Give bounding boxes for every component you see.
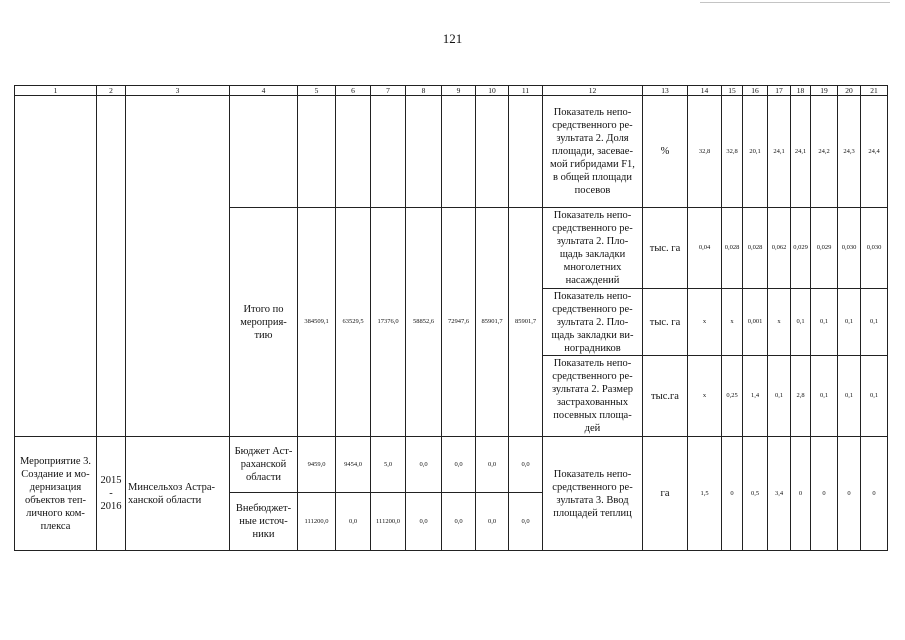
indicator-value: 24,1 xyxy=(791,96,811,208)
indicator-value: 32,8 xyxy=(688,96,722,208)
funding-source-label: Внебюджет- ные источ- ники xyxy=(230,493,298,551)
indicator-value: х xyxy=(768,289,791,356)
indicator-value: 0,04 xyxy=(688,208,722,289)
funding-value: 0,0 xyxy=(442,493,476,551)
total-value: 85901,7 xyxy=(509,208,543,437)
column-number-12: 12 xyxy=(543,86,643,96)
indicator-value: 0,1 xyxy=(791,289,811,356)
funding-value: 0,0 xyxy=(509,437,543,493)
indicator-unit: тыс.га xyxy=(643,356,688,437)
indicator-unit: % xyxy=(643,96,688,208)
indicator-value: 0,029 xyxy=(791,208,811,289)
indicator-value: 0,25 xyxy=(722,356,743,437)
funding-value: 0,0 xyxy=(336,493,371,551)
indicator-value: 24,1 xyxy=(768,96,791,208)
empty-cell xyxy=(442,96,476,208)
indicator-unit: тыс. га xyxy=(643,208,688,289)
indicator-name: Показатель непо- средственного ре- зультата 3. Ввод площадей теплиц xyxy=(543,437,643,551)
column-number-11: 11 xyxy=(509,86,543,96)
column-number-14: 14 xyxy=(688,86,722,96)
measure-executor: Минсельхоз Астра- ханской области xyxy=(126,437,230,551)
total-value: 63529,5 xyxy=(336,208,371,437)
indicator-name: Показатель непо- средственного ре- зультата 2. Размер застрахованных посевных площа- дей xyxy=(543,356,643,437)
funding-value: 0,0 xyxy=(442,437,476,493)
indicator-value: 2,8 xyxy=(791,356,811,437)
indicator-value: 0,062 xyxy=(768,208,791,289)
indicator-value: 0,1 xyxy=(838,289,861,356)
measure-period: 2015 - 2016 xyxy=(97,437,126,551)
indicator-value: 0,1 xyxy=(811,356,838,437)
total-value: 17376,0 xyxy=(371,208,406,437)
indicator-value: 0,1 xyxy=(861,289,888,356)
indicator-name: Показатель непо- средственного ре- зультата 2. Пло- щадь закладки многолетних насаждений xyxy=(543,208,643,289)
indicator-value: 0,1 xyxy=(811,289,838,356)
indicator-value: 1,5 xyxy=(688,437,722,551)
funding-value: 0,0 xyxy=(509,493,543,551)
indicator-value: х xyxy=(688,289,722,356)
empty-cell xyxy=(97,96,126,437)
indicator-value: 24,2 xyxy=(811,96,838,208)
empty-cell xyxy=(371,96,406,208)
empty-cell xyxy=(476,96,509,208)
indicator-name: Показатель непо- средственного ре- зультата 2. Пло- щадь закладки ви- ноградников xyxy=(543,289,643,356)
column-number-8: 8 xyxy=(406,86,442,96)
funding-value: 0,0 xyxy=(476,437,509,493)
empty-cell xyxy=(15,96,97,437)
column-number-2: 2 xyxy=(97,86,126,96)
funding-value: 0,0 xyxy=(406,437,442,493)
scan-edge-line xyxy=(700,2,890,3)
indicator-unit: га xyxy=(643,437,688,551)
empty-cell xyxy=(406,96,442,208)
indicator-value: 24,3 xyxy=(838,96,861,208)
total-value: 384509,1 xyxy=(298,208,336,437)
total-value: 72947,6 xyxy=(442,208,476,437)
column-number-9: 9 xyxy=(442,86,476,96)
column-number-6: 6 xyxy=(336,86,371,96)
column-number-5: 5 xyxy=(298,86,336,96)
column-number-15: 15 xyxy=(722,86,743,96)
funding-source-label: Бюджет Аст- раханской области xyxy=(230,437,298,493)
indicator-value: 0,1 xyxy=(861,356,888,437)
column-number-16: 16 xyxy=(743,86,768,96)
empty-cell xyxy=(509,96,543,208)
column-number-13: 13 xyxy=(643,86,688,96)
indicator-value: 0,030 xyxy=(861,208,888,289)
column-number-3: 3 xyxy=(126,86,230,96)
indicator-value: 0,028 xyxy=(743,208,768,289)
funding-value: 111200,0 xyxy=(371,493,406,551)
indicator-value: 0 xyxy=(722,437,743,551)
indicator-name: Показатель непо- средственного ре- зультата 2. Доля площади, засевае- мой гибридами F1, в общей площади посевов xyxy=(543,96,643,208)
column-number-1: 1 xyxy=(15,86,97,96)
indicator-value: 0,029 xyxy=(811,208,838,289)
funding-value: 9459,0 xyxy=(298,437,336,493)
measure-name: Мероприятие 3. Создание и мо- дернизация объектов теп- личного ком- плекса xyxy=(15,437,97,551)
funding-value: 9454,0 xyxy=(336,437,371,493)
indicator-value: 32,8 xyxy=(722,96,743,208)
indicator-value: 0,1 xyxy=(768,356,791,437)
column-number-18: 18 xyxy=(791,86,811,96)
indicator-value: 3,4 xyxy=(768,437,791,551)
indicator-value: 0,028 xyxy=(722,208,743,289)
column-number-10: 10 xyxy=(476,86,509,96)
column-number-4: 4 xyxy=(230,86,298,96)
indicator-value: х xyxy=(688,356,722,437)
empty-cell xyxy=(298,96,336,208)
page-number: 121 xyxy=(442,31,463,46)
column-number-20: 20 xyxy=(838,86,861,96)
indicator-unit: тыс. га xyxy=(643,289,688,356)
indicator-value: х xyxy=(722,289,743,356)
column-number-17: 17 xyxy=(768,86,791,96)
total-value: 85901,7 xyxy=(476,208,509,437)
indicator-value: 0 xyxy=(838,437,861,551)
column-number-7: 7 xyxy=(371,86,406,96)
program-measures-table xyxy=(14,85,888,551)
funding-value: 0,0 xyxy=(406,493,442,551)
indicator-value: 0 xyxy=(811,437,838,551)
column-number-19: 19 xyxy=(811,86,838,96)
indicator-value: 24,4 xyxy=(861,96,888,208)
empty-cell xyxy=(336,96,371,208)
funding-value: 111200,0 xyxy=(298,493,336,551)
indicator-value: 0 xyxy=(791,437,811,551)
indicator-value: 20,1 xyxy=(743,96,768,208)
indicator-value: 0 xyxy=(861,437,888,551)
indicator-value: 0,030 xyxy=(838,208,861,289)
empty-cell xyxy=(126,96,230,437)
funding-value: 0,0 xyxy=(476,493,509,551)
indicator-value: 0,1 xyxy=(838,356,861,437)
indicator-value: 0,5 xyxy=(743,437,768,551)
column-number-21: 21 xyxy=(861,86,888,96)
indicator-value: 0,001 xyxy=(743,289,768,356)
empty-cell xyxy=(230,96,298,208)
funding-value: 5,0 xyxy=(371,437,406,493)
indicator-value: 1,4 xyxy=(743,356,768,437)
total-label: Итого по мероприя- тию xyxy=(230,208,298,437)
total-value: 58852,6 xyxy=(406,208,442,437)
